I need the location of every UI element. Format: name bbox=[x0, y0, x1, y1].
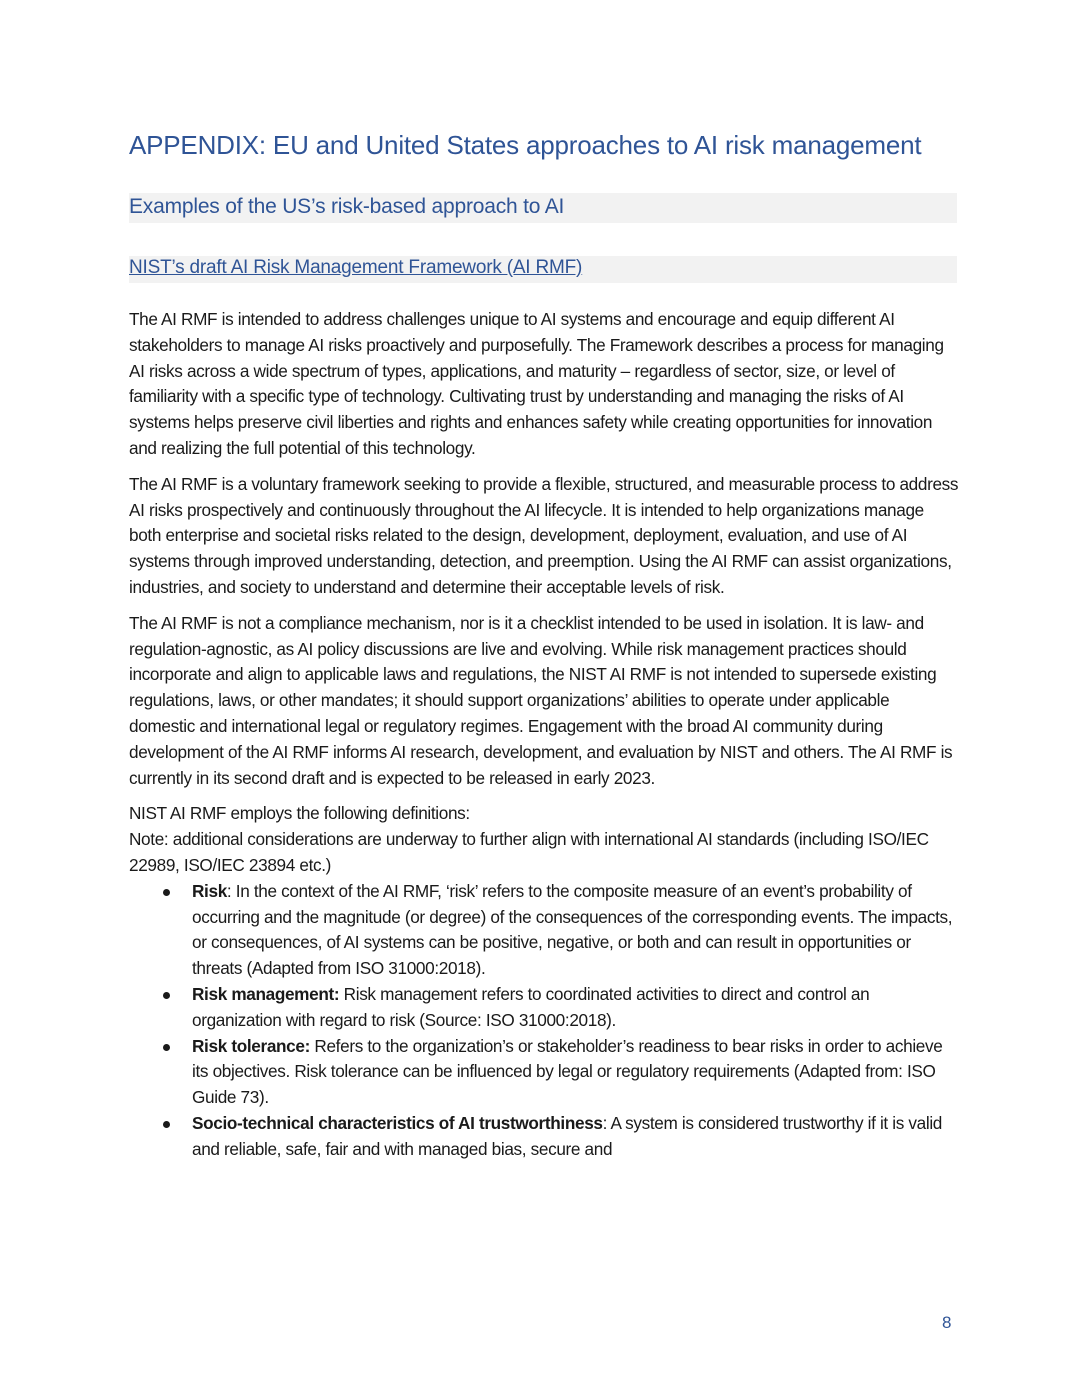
definition-term: Risk bbox=[192, 880, 227, 901]
body-text bbox=[129, 307, 959, 1163]
paragraph: The AI RMF is not a compliance mechanism, nor is it a checklist intended to be used in isolation. It is law- and regulation-agnostic, as AI policy discussions are live and evolving. While risk management practices should incorporate and align to applicable laws and regulations, the NIST AI RMF is not intended to supersede existing regulations, laws, or other mandates; it should support organizations’ abilities to operate under applicable domestic and international legal or regulatory regimes. Engagement with the broad AI community during development of the AI RMF informs AI research, development, and evaluation by NIST and others. The AI RMF is currently in its second draft and is expected to be released in early 2023. bbox=[129, 612, 953, 788]
definition-term: Risk management bbox=[192, 983, 334, 1004]
definitions-block bbox=[129, 801, 959, 1162]
definition-text: : A system is considered trustworthy if it is valid and reliable, safe, fair and with managed bias, secure and bbox=[192, 1112, 943, 1159]
paragraph: The AI RMF is a voluntary framework seeking to provide a flexible, structured, and measurable process to address AI risks prospectively and continuously throughout the AI lifecycle. It is intended to help organizations manage both enterprise and societal risks related to the design, development, deployment, evaluation, and use of AI systems through improved understanding, detection, and preemption. Using the AI RMF can assist organizations, industries, and society to understand and determine their acceptable levels of risk. bbox=[129, 473, 959, 597]
subsection-heading-link[interactable]: NIST’s draft AI Risk Management Framework (AI RMF) bbox=[129, 257, 583, 278]
definition-item bbox=[192, 1111, 959, 1163]
definition-term-suffix: : bbox=[226, 880, 232, 901]
definitions-intro: NIST AI RMF employs the following definitions: bbox=[129, 803, 470, 824]
definitions-note: Note: additional considerations are underway to further align with international AI standards (including ISO/IEC 22989, ISO/IEC 23894 etc.) bbox=[129, 829, 929, 875]
paragraph: The AI RMF is intended to address challenges unique to AI systems and encourage and equip different AI stakeholders to manage AI risks proactively and purposefully. The Framework describes a process for managing AI risks across a wide spectrum of types, applications, and maturity – regardless of sector, size, or level of familiarity with a specific type of technology. Cultivating trust by understanding and managing the risks of AI systems helps preserve civil liberties and rights and enhances safety while creating opportunities for innovation and realizing the full potential of this technology. bbox=[129, 309, 944, 458]
page-number: 8 bbox=[942, 1313, 952, 1332]
definition-text: In the context of the AI RMF, ‘risk’ refers to the composite measure of an event’s probability of occurring and the magnitude (or degree) of the consequences of the corresponding events. The impacts, or consequences, of AI systems can be positive, negative, or both and can result in opportunities or threats (Adapted from ISO 31000:2018). bbox=[192, 880, 953, 979]
bullet-icon bbox=[163, 889, 170, 896]
definition-item bbox=[192, 1034, 959, 1111]
definition-term-suffix: : bbox=[304, 1035, 310, 1056]
definition-term: Socio-technical characteristics of AI trustworthiness bbox=[192, 1112, 603, 1133]
appendix-title: APPENDIX: EU and United States approaches to AI risk management bbox=[129, 130, 922, 160]
definition-text: Refers to the organization’s or stakeholder’s readiness to bear risks in order to achieve its objectives. Risk tolerance can be influenced by legal or regulatory requirements (Adapted from: ISO Guide 73). bbox=[192, 1035, 943, 1108]
definition-text: Risk management refers to coordinated activities to direct and control an organization with regard to risk (Source: ISO 31000:2018). bbox=[192, 983, 870, 1030]
definition-item bbox=[192, 879, 959, 982]
section-heading: Examples of the US’s risk-based approach to AI bbox=[129, 195, 565, 218]
bullet-icon bbox=[163, 1044, 170, 1051]
definition-term-suffix: : bbox=[333, 983, 340, 1004]
definitions-list bbox=[129, 879, 959, 1163]
definition-term: Risk tolerance bbox=[192, 1035, 305, 1056]
bullet-icon bbox=[163, 1121, 170, 1128]
definition-item bbox=[192, 982, 959, 1034]
bullet-icon bbox=[163, 992, 170, 999]
